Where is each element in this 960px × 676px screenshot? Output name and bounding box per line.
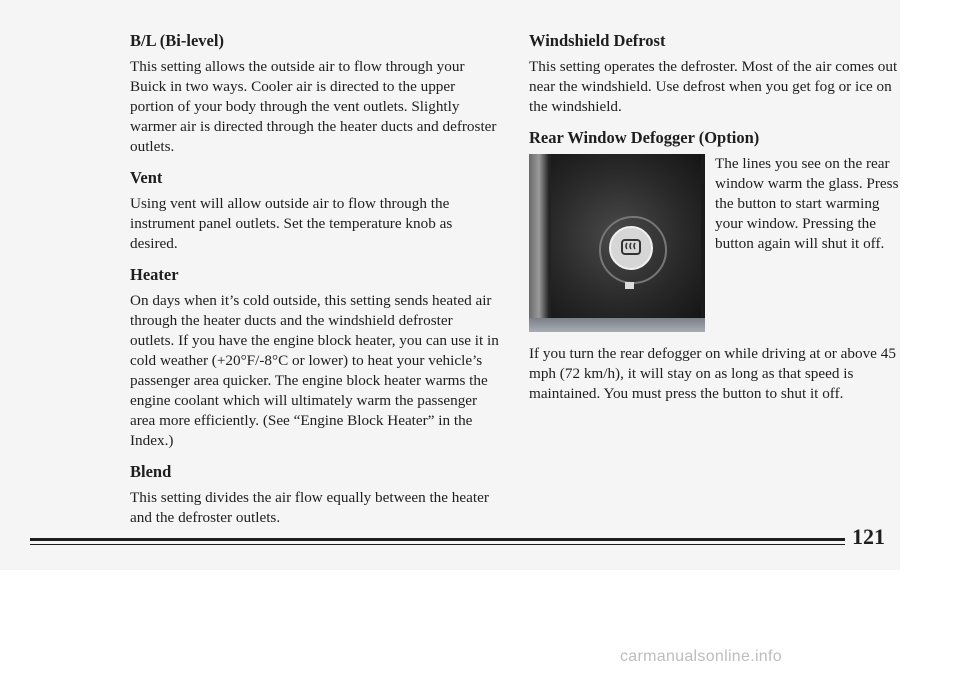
vent-heading: Vent <box>130 168 163 187</box>
bilevel-heading: B/L (Bi-level) <box>130 31 224 50</box>
heater-heading: Heater <box>130 265 179 284</box>
footer-rule <box>30 538 845 545</box>
photo-bottom-edge <box>529 318 705 332</box>
rear-defogger-icon <box>619 236 643 260</box>
footer-rule-thin <box>30 544 845 545</box>
blend-heading: Blend <box>130 462 172 481</box>
defogger-figure-row <box>529 154 899 334</box>
right-column <box>529 30 899 414</box>
watermark[interactable]: carmanualsonline.info <box>620 648 782 665</box>
defogger-button-photo <box>529 154 705 332</box>
defogger-heading: Rear Window Defogger (Option) <box>529 128 760 147</box>
footer-rule-thick <box>30 538 845 541</box>
defogger-side-text: The lines you see on the rear window warm the glass. Press the button to start warming your window. Pressing the button again will shut it off. <box>715 155 899 252</box>
page-number: 121 <box>852 524 885 549</box>
defrost-heading: Windshield Defrost <box>529 31 666 50</box>
blend-text: This setting divides the air flow equally between the heater and the defroster outlets. <box>130 489 489 526</box>
left-column <box>130 30 500 538</box>
heater-text: On days when it’s cold outside, this setting sends heated air through the heater ducts and the windshield defroster outlets. If you have the engine block heater, you can use it in cold weather (+20°F/-8°C or lower) to heat your vehicle’s passenger area quicker. The engine block heater warms the engine coolant which will ultimately warm the passenger area more efficiently. (See “Engine Block Heater” in the Index.) <box>130 292 499 449</box>
vent-text: Using vent will allow outside air to flow through the instrument panel outlets. Set the temperature knob as desired. <box>130 195 453 252</box>
photo-button <box>609 226 653 270</box>
photo-indicator-light <box>625 282 634 289</box>
defrost-text: This setting operates the defroster. Most of the air comes out near the windshield. Use defrost when you get fog or ice on the windshield. <box>529 58 898 115</box>
bilevel-text: This setting allows the outside air to flow through your Buick in two ways. Cooler air is directed to the upper portion of your body through the vent outlets. Slightly warmer air is directed through the heater ducts and defroster outlets. <box>130 58 497 155</box>
defogger-text: If you turn the rear defogger on while driving at or above 45 mph (72 km/h), it will stay on as long as that speed is maintained. You must press the button to shut it off. <box>529 345 896 402</box>
